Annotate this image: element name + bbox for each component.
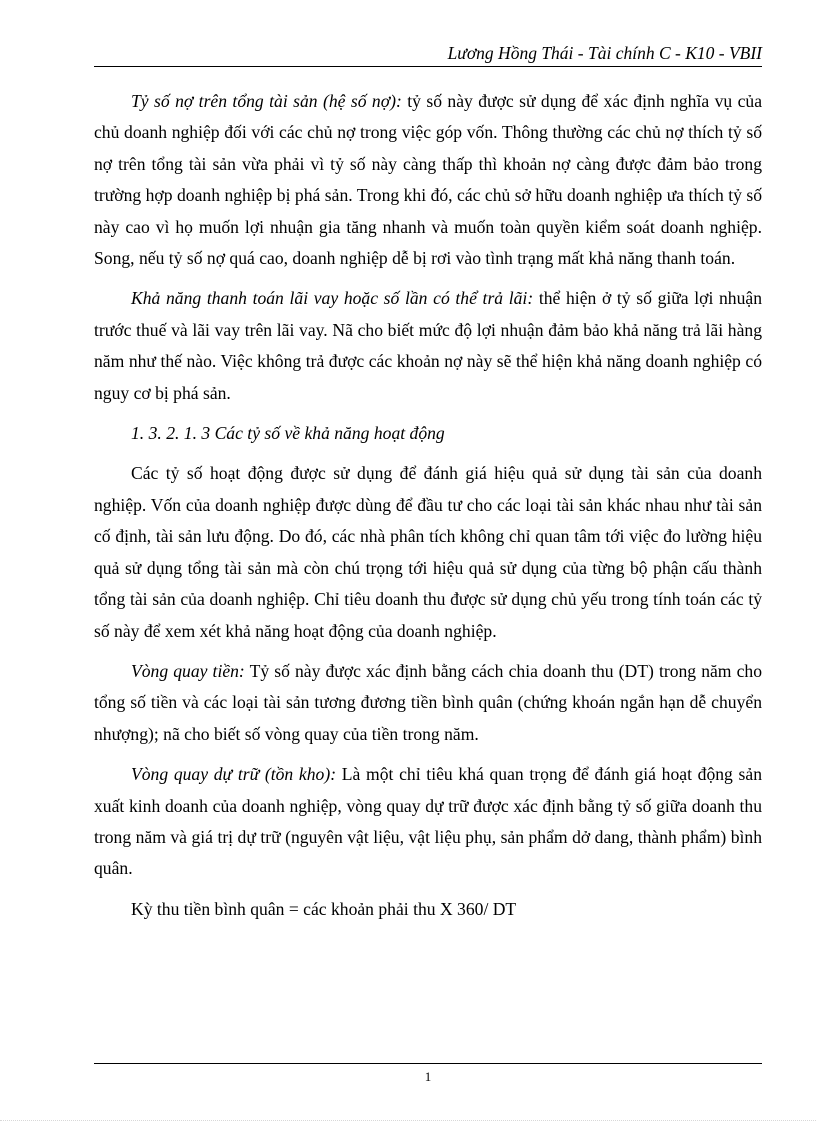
paragraph-text: Tỷ số này được xác định bằng cách chia doanh thu (DT) trong năm cho tổng số tiền và các loại tài sản tương đương tiền bình quân (chứng khoán ngắn hạn dễ chuyển nhượng); nã cho biết số vòng quay của tiền trong năm. xyxy=(94,660,763,744)
section-heading xyxy=(94,418,762,449)
document-body xyxy=(94,86,762,934)
page-edge-divider xyxy=(0,1120,816,1121)
paragraph-inventory-turnover xyxy=(94,759,762,885)
paragraph-interest-coverage xyxy=(94,283,762,409)
term-cash-turnover: Vòng quay tiền: xyxy=(131,660,245,681)
paragraph-text: thể hiện ở tỷ số giữa lợi nhuận trước thuế và lãi vay trên lãi vay. Nã cho biết mức độ lợi nhuận đảm bảo khả năng trả lãi hàng năm như thế nào. Việc không trả được các khoản nợ này sẽ thể hiện khả năng doanh nghiệp có nguy cơ bị phá sản. xyxy=(94,288,762,403)
term-inventory-turnover: Vòng quay dự trữ (tồn kho): xyxy=(131,764,337,785)
term-interest-coverage: Khả năng thanh toán lãi vay hoặc số lần có thể trả lãi: xyxy=(131,288,534,309)
formula-collection-period xyxy=(94,894,762,925)
term-debt-ratio: Tỷ số nợ trên tổng tài sản (hệ số nợ): xyxy=(131,91,402,111)
page-number: 1 xyxy=(424,1069,432,1084)
paragraph-text: Các tỷ số hoạt động được sử dụng để đánh giá hiệu quả sử dụng tài sản của doanh nghiệp. Vốn của doanh nghiệp được dùng để đầu tư cho các loại tài sản khác nhau như tài sản cố định, tài sản lưu động. Do đó, các nhà phân tích không chỉ quan tâm tới việc đo lường hiệu quả sử dụng tổng tài sản mà còn chú trọng tới hiệu quả sử dụng của từng bộ phận cấu thành tổng tài sản của doanh nghiệp. Chỉ tiêu doanh thu được sử dụng chủ yếu trong tính toán các tỷ số này để xem xét khả năng hoạt động của doanh nghiệp. xyxy=(94,463,762,641)
formula-text: Kỳ thu tiền bình quân = các khoản phải thu X 360/ DT xyxy=(131,898,517,919)
page-header xyxy=(94,40,762,67)
header-text: Lương Hồng Thái - Tài chính C - K10 - VBII xyxy=(447,43,762,63)
section-heading-text: 1. 3. 2. 1. 3 Các tỷ số về khả năng hoạt động xyxy=(131,423,445,444)
paragraph-text: tỷ số này được sử dụng để xác định nghĩa vụ của chủ doanh nghiệp đối với các chủ nợ trong việc góp vốn. Thông thường các chủ nợ thích tỷ số nợ trên tổng tài sản vừa phải vì tỷ số này càng thấp thì khoản nợ càng được đảm bảo trong trường hợp doanh nghiệp bị phá sản. Trong khi đó, các chủ sở hữu doanh nghiệp ưa thích tỷ số này cao vì họ muốn lợi nhuận gia tăng nhanh và muốn toàn quyền kiểm soát doanh nghiệp. Song, nếu tỷ số nợ quá cao, doanh nghiệp dễ bị rơi vào tình trạng mất khả năng thanh toán. xyxy=(94,91,762,269)
paragraph-cash-turnover xyxy=(94,656,762,750)
paragraph-debt-ratio xyxy=(94,86,762,274)
footer-divider xyxy=(94,1063,762,1064)
paragraph-activity-ratios xyxy=(94,458,762,646)
paragraph-text: Là một chỉ tiêu khá quan trọng để đánh giá hoạt động sản xuất kinh doanh của doanh nghiệp, vòng quay dự trữ được xác định bằng tỷ số giữa doanh thu trong năm và giá trị dự trữ (nguyên vật liệu, vật liệu phụ, sản phẩm dở dang, thành phẩm) bình quân. xyxy=(94,764,763,879)
